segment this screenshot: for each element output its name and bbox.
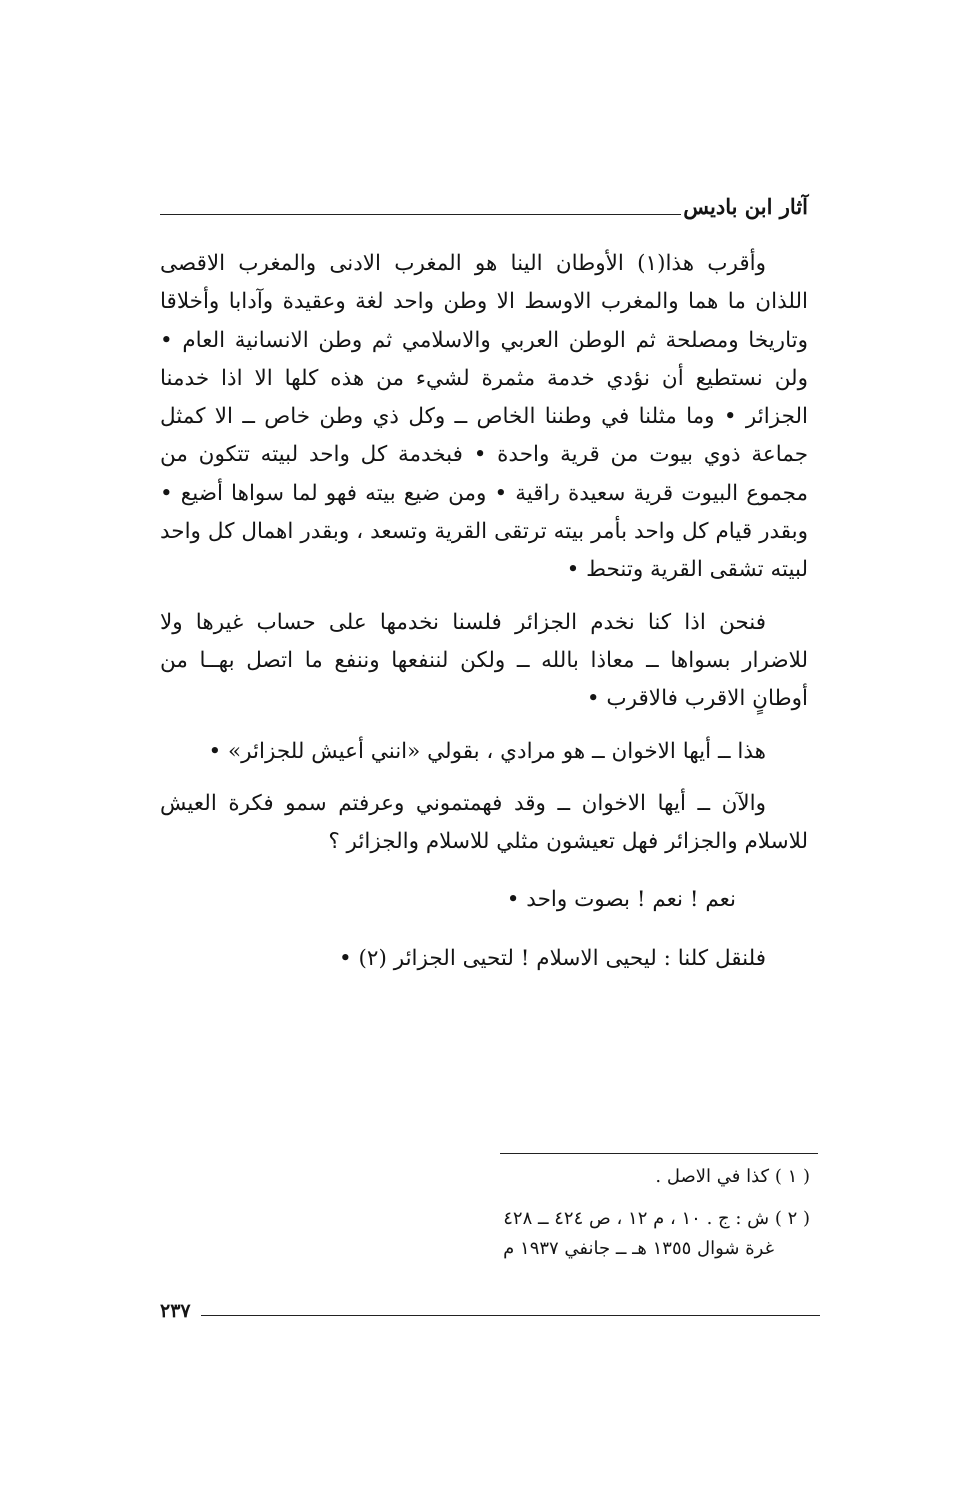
paragraph-slogan: فلنقل كلنا : ليحيى الاسلام ! لتحيى الجزائر (٢) •	[339, 945, 766, 971]
book-title: آثار ابن باديس	[683, 194, 808, 219]
paragraph-question: والآن ــ أيها الاخوان ــ وقد فهمتموني وعرفتم سمو فكرة العيش للاسلام والجزائر فهل تعيشون مثلي للاسلام والجزائر ؟	[160, 790, 808, 855]
running-header	[160, 183, 808, 223]
main-text	[160, 245, 808, 978]
footnote-2: ( ٢ ) ش : ج . ١٠ ، م ١٢ ، ص ٤٢٤ ــ ٤٢٨	[503, 1208, 810, 1229]
page-footer	[160, 1296, 820, 1326]
footnote-1: ( ١ ) كذا في الاصل .	[655, 1166, 810, 1187]
page-number: ٢٣٧	[160, 1300, 191, 1322]
paragraph-my-meaning: هذا ــ أيها الاخوان ــ هو مرادي ، بقولي «انني أعيش للجزائر» •	[208, 738, 766, 764]
footnotes	[330, 1162, 810, 1264]
paragraph-homelands: وأقرب هذا(١) الأوطان الينا هو المغرب الادنى والمغرب الاقصى اللذان ما هما والمغرب الاوسط الا وطن واحد لغة وعقيدة وآدابا وأخلاقا وتاريخا ومصلحة ثم الوطن العربي والاسلامي ثم وطن الانسانية العام • ولن نستطيع أن نؤدي خدمة مثمرة لشيء من هذه كلها الا اذا خدمنا الجزائر • وما مثلنا في وطننا الخاص ــ وكل ذي وطن خاص ــ الا كمثل جماعة ذوي بيوت من قرية واحدة • فبخدمة كل واحد لبيته تتكون من مجموع البيوت قرية سعيدة راقية • ومن ضيع بيته فهو لما سواها أضيع • وبقدر قيام كل واحد بأمر بيته ترتقى القرية وتسعد ، وبقدر اهمال كل واحد لبيته تشقى القرية وتنحط •	[160, 251, 808, 583]
paragraph-answer: نعم ! نعم ! بصوت واحد •	[506, 887, 736, 913]
header-rule	[160, 214, 681, 215]
footnote-separator	[500, 1153, 818, 1154]
footer-rule	[201, 1315, 820, 1316]
paragraph-serving-algeria: فنحن اذا كنا نخدم الجزائر فلسنا نخدمها على حساب غيرها ولا للاضرار بسواها ــ معاذا بالله ــ ولكن لننفعها وننفع ما اتصل بهــا من أوطانٍ الاقرب فالاقرب •	[160, 609, 808, 712]
footnote-2-continuation: غرة شوال ١٣٥٥ هـ ــ جانفي ١٩٣٧ م	[503, 1238, 774, 1259]
